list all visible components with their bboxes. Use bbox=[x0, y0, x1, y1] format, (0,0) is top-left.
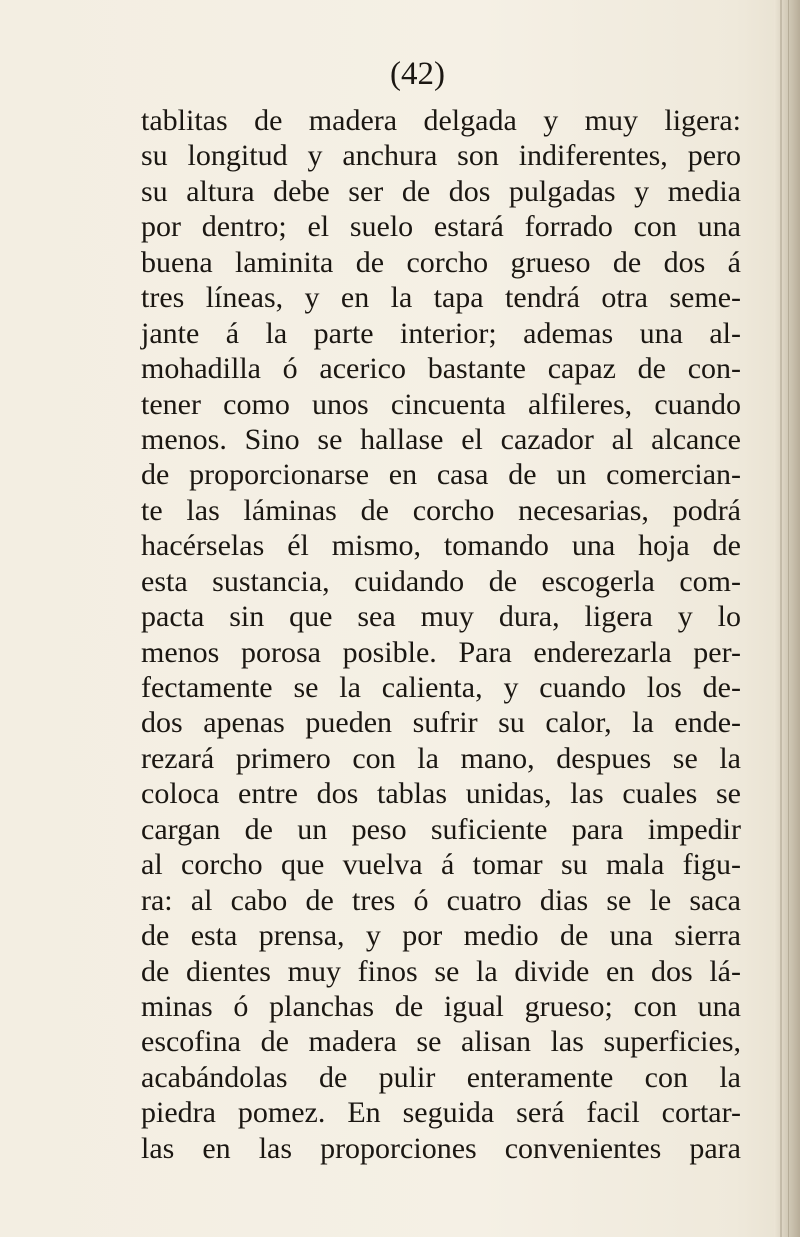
text-line: te las láminas de corcho necesarias, podrá bbox=[141, 493, 741, 527]
text-line: tener como unos cincuenta alfileres, cuando bbox=[141, 387, 741, 421]
text-line: menos porosa posible. Para enderezarla per- bbox=[141, 635, 741, 669]
text-line: de dientes muy finos se la divide en dos lá- bbox=[141, 954, 741, 988]
text-line: escofina de madera se alisan las superficies, bbox=[141, 1025, 741, 1059]
text-line: dos apenas pueden sufrir su calor, la ende- bbox=[141, 706, 741, 740]
text-line: fectamente se la calienta, y cuando los de- bbox=[141, 671, 741, 704]
text-line: de proporcionarse en casa de un comercian- bbox=[141, 458, 741, 492]
page-number: (42) bbox=[390, 56, 445, 92]
body-text bbox=[141, 103, 741, 1166]
text-line: al corcho que vuelva á tomar su mala figu- bbox=[141, 848, 741, 882]
text-line: tres líneas, y en la tapa tendrá otra seme- bbox=[141, 281, 741, 315]
text-line: rezará primero con la mano, despues se la bbox=[141, 741, 741, 775]
text-line: su longitud y anchura son indiferentes, pero bbox=[141, 139, 741, 173]
text-line: coloca entre dos tablas unidas, las cuales se bbox=[141, 777, 741, 811]
text-line: esta sustancia, cuidando de escogerla com- bbox=[141, 564, 741, 598]
text-line: buena laminita de corcho grueso de dos á bbox=[141, 245, 741, 279]
text-line: mohadilla ó acerico bastante capaz de con- bbox=[141, 352, 741, 386]
text-line: las en las proporciones convenientes para bbox=[141, 1131, 741, 1165]
text-line: su altura debe ser de dos pulgadas y media bbox=[141, 174, 741, 208]
text-line: menos. Sino se hallase el cazador al alcance bbox=[141, 422, 741, 456]
text-line: piedra pomez. En seguida será facil cortar- bbox=[141, 1096, 741, 1130]
text-line: pacta sin que sea muy dura, ligera y lo bbox=[141, 600, 741, 634]
text-line: jante á la parte interior; ademas una al- bbox=[141, 316, 741, 350]
text-line: tablitas de madera delgada y muy ligera: bbox=[141, 104, 741, 137]
text-line: acabándolas de pulir enteramente con la bbox=[141, 1060, 741, 1094]
text-line: por dentro; el suelo estará forrado con una bbox=[141, 210, 741, 244]
text-line: ra: al cabo de tres ó cuatro dias se le saca bbox=[141, 883, 741, 917]
text-line: cargan de un peso suficiente para impedir bbox=[141, 812, 741, 846]
text-line: minas ó planchas de igual grueso; con una bbox=[141, 989, 741, 1023]
text-line: hacérselas él mismo, tomando una hoja de bbox=[141, 529, 741, 563]
page-edge-shadow bbox=[774, 0, 800, 1237]
text-line: de esta prensa, y por medio de una sierra bbox=[141, 919, 741, 953]
